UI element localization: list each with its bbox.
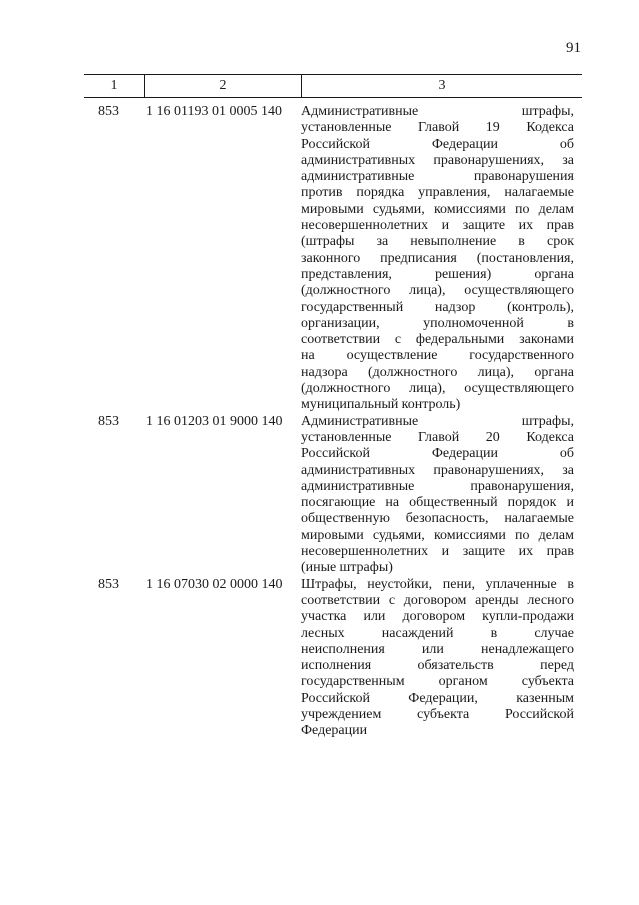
row-description bbox=[301, 104, 574, 414]
header-col-1: 1 bbox=[84, 75, 145, 97]
description-line: (должностного лица), осуществляющего bbox=[301, 381, 574, 397]
description-line: мировыми судьями, комиссиями по делам bbox=[301, 201, 574, 217]
description-line: надзора (должностного лица), органа bbox=[301, 364, 574, 380]
row-description bbox=[301, 414, 574, 577]
description-line: государственным органом субъекта bbox=[301, 674, 574, 690]
description-line: общественную безопасность, налагаемые bbox=[301, 511, 574, 527]
description-line: Штрафы, неустойки, пени, уплаченные в bbox=[301, 576, 574, 592]
description-line: (должностного лица), осуществляющего bbox=[301, 283, 574, 299]
description-line: административных правонарушениях, за bbox=[301, 462, 574, 478]
table-row bbox=[88, 104, 584, 414]
description-line: соответствии с федеральными законами bbox=[301, 332, 574, 348]
description-line: участка или договором купли-продажи bbox=[301, 609, 574, 625]
description-line: мировыми судьями, комиссиями по делам bbox=[301, 527, 574, 543]
description-line: Российской Федерации, казенным bbox=[301, 690, 574, 706]
admin-code: 853 bbox=[98, 104, 119, 119]
page-number: 91 bbox=[566, 40, 581, 56]
description-line: Федерации bbox=[301, 723, 368, 739]
table-header bbox=[84, 74, 582, 98]
description-line: (штрафы за невыполнение в срок bbox=[301, 234, 574, 250]
description-line: учреждением субъекта Российской bbox=[301, 706, 574, 722]
description-line: административных правонарушениях, за bbox=[301, 152, 574, 168]
description-line: несовершеннолетних и защите их прав bbox=[301, 218, 574, 234]
description-line: установленные Главой 19 Кодекса bbox=[301, 120, 574, 136]
description-line: Российской Федерации об bbox=[301, 136, 574, 152]
description-line: установленные Главой 20 Кодекса bbox=[301, 429, 574, 445]
description-line: представления, решения) органа bbox=[301, 266, 574, 282]
description-line: Административные штрафы, bbox=[301, 104, 574, 119]
description-line: организации, уполномоченной в bbox=[301, 315, 574, 331]
admin-code: 853 bbox=[98, 576, 119, 592]
description-line: соответствии с договором аренды лесного bbox=[301, 592, 574, 608]
description-line: на осуществление государственного bbox=[301, 348, 574, 364]
table-row bbox=[88, 414, 584, 577]
budget-code: 1 16 01193 01 0005 140 bbox=[146, 104, 282, 119]
description-line: Российской Федерации об bbox=[301, 446, 574, 462]
description-line: лесных насаждений в случае bbox=[301, 625, 574, 641]
description-line: несовершеннолетних и защите их прав bbox=[301, 544, 574, 560]
description-line: неисполнения или ненадлежащего bbox=[301, 641, 574, 657]
description-line: муниципальный контроль) bbox=[301, 397, 461, 413]
description-line: административные правонарушения, bbox=[301, 478, 574, 494]
table-body bbox=[88, 104, 584, 740]
table-row bbox=[88, 577, 584, 740]
description-line: административные правонарушения bbox=[301, 169, 574, 185]
description-line: (иные штрафы) bbox=[301, 560, 393, 576]
description-line: Административные штрафы, bbox=[301, 413, 574, 429]
budget-code: 1 16 07030 02 0000 140 bbox=[146, 576, 283, 592]
description-line: посягающие на общественный порядок и bbox=[301, 495, 574, 511]
header-col-3: 3 bbox=[438, 78, 446, 93]
description-line: государственный надзор (контроль), bbox=[301, 299, 574, 315]
description-line: против порядка управления, налагаемые bbox=[301, 185, 574, 201]
header-col-2: 2 bbox=[145, 75, 302, 97]
budget-code: 1 16 01203 01 9000 140 bbox=[146, 413, 283, 429]
description-line: законного предписания (постановления, bbox=[301, 250, 574, 266]
row-description bbox=[301, 577, 574, 740]
admin-code: 853 bbox=[98, 413, 119, 429]
description-line: исполнения обязательств перед bbox=[301, 658, 574, 674]
